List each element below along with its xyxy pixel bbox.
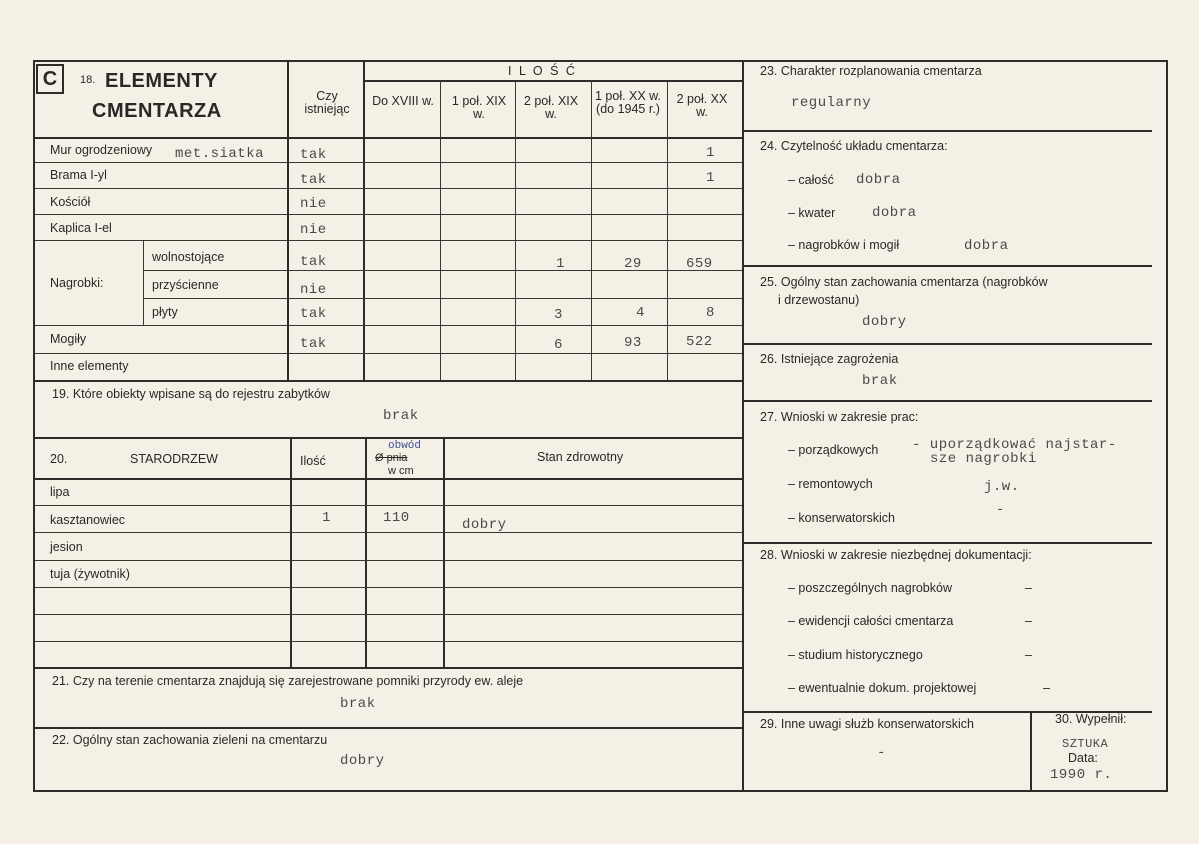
sec25-label-1: 25. Ogólny stan zachowania cmentarza (nagrobków [760,275,1048,289]
cell-2pol20-plyty: 8 [706,305,715,321]
row-label-wolnostojace: wolnostojące [152,250,225,264]
sec28-item-3-value: – [1025,648,1032,662]
sec30-date: 1990 r. [1050,767,1113,783]
sec30-name: SZTUKA [1062,737,1109,751]
row-label-mur: Mur ogrodzeniowy [50,143,153,157]
grid-line [35,532,742,533]
sec30-label: 30. Wypełnił: [1055,712,1127,726]
sec21-value: brak [340,696,376,712]
sec25-label-2: i drzewostanu) [778,293,860,307]
sec27-porz-value-2: sze nagrobki [930,451,1037,467]
grid-line [143,240,144,325]
grid-line [35,727,742,729]
grid-line [742,130,1152,132]
sec18-number: 18. [80,74,96,86]
cell-2pol19-plyty: 3 [554,307,563,323]
kasztan-obwod: 110 [383,510,410,526]
sec24-calosc-label: – całość [788,173,834,187]
cell-czy-plyty: tak [300,306,327,322]
sec28-label: 28. Wnioski w zakresie niezbędnej dokumentacji: [760,548,1032,562]
sec25-value: dobry [862,314,907,330]
grid-line [742,343,1152,345]
row-label-mogily: Mogiły [50,332,87,346]
cell-czy-kaplica: nie [300,222,327,238]
grid-line [35,478,742,480]
grid-line [35,240,742,241]
grid-line [515,80,516,380]
tree-lipa: lipa [50,485,70,499]
sec28-item-1-value: – [1025,581,1032,595]
tree-kasztanowiec: kasztanowiec [50,513,126,527]
col-header-1pol-xx: 1 poł. XX w. (do 1945 r.) [594,89,661,116]
sec22-label: 22. Ogólny stan zachowania zieleni na cmentarzu [52,733,328,747]
kasztan-ilosc: 1 [322,510,331,526]
grid-line [742,265,1152,267]
grid-line [35,325,742,326]
sec24-kwater-label: – kwater [788,206,836,220]
sec28-item-4-value: – [1043,681,1050,695]
sec28-item-4-label: – ewentualnie dokum. projektowej [788,681,977,695]
sec22-value: dobry [340,753,385,769]
kasztan-stan: dobry [462,517,507,533]
grid-line [365,437,367,667]
grid-line [35,353,742,354]
grid-line [35,137,742,139]
grid-line [667,80,668,380]
col-header-ilosc: I L O Ś Ć [508,64,577,78]
sec24-calosc-value: dobra [856,172,901,188]
cell-2pol19-mogily: 6 [554,337,563,353]
sec29-label: 29. Inne uwagi służb konserwatorskich [760,717,975,731]
grid-line [35,641,742,642]
cell-2pol20-mogily: 522 [686,334,713,350]
sec27-kons-value: - [996,502,1005,518]
sec29-value: - [877,745,886,761]
sec20-col-cm: w cm [388,465,414,477]
cell-1pol20-plyty: 4 [636,305,645,321]
grid-line [143,270,742,271]
sec27-kons-label: – konserwatorskich [788,511,895,525]
sec28-item-2-label: – ewidencji całości cmentarza [788,614,954,628]
grid-line [363,80,743,82]
cell-1pol20-wolnostojace: 29 [624,256,642,272]
sec21-label: 21. Czy na terenie cmentarza znajdują się zarejestrowane pomniki przyrody ew. aleje [52,674,524,688]
cell-2pol20-mur: 1 [706,145,715,161]
sec26-value: brak [862,373,898,389]
sec27-porz-label: – porządkowych [788,443,879,457]
grid-line [591,80,592,380]
grid-line [35,587,742,588]
grid-line [1030,711,1032,791]
grid-line [143,298,742,299]
row-label-brama: Brama I-yl [50,168,107,182]
grid-line [35,560,742,561]
sec26-label: 26. Istniejące zagrożenia [760,352,899,366]
cell-czy-wolnostojace: tak [300,254,327,270]
cell-2pol20-wolnostojace: 659 [686,256,713,272]
sec24-kwater-value: dobra [872,205,917,221]
col-header-do-xviii: Do XVIII w. [372,94,434,108]
row-label-kaplica: Kaplica I-el [50,221,112,235]
grid-line [363,62,365,380]
cell-czy-mogily: tak [300,336,327,352]
grid-line [742,542,1152,544]
cell-czy-przyscienne: nie [300,282,327,298]
grid-line [35,505,742,506]
sec23-label: 23. Charakter rozplanowania cmentarza [760,64,982,78]
sec28-item-1-label: – poszczególnych nagrobków [788,581,952,595]
cell-czy-kosciol: nie [300,196,327,212]
tree-tuja: tuja (żywotnik) [50,567,130,581]
cell-2pol19-wolnostojace: 1 [556,256,565,272]
sec20-title: STARODRZEW [130,452,218,466]
sec18-title-1: ELEMENTY [105,70,218,92]
sec20-number: 20. [50,452,68,466]
row-label-plyty: płyty [152,305,178,319]
sec30-data-label: Data: [1068,751,1098,765]
cell-2pol20-brama: 1 [706,170,715,186]
sec20-col-ilosc: Ilość [300,454,326,468]
sec24-nagrobkow-value: dobra [964,238,1009,254]
grid-line [35,614,742,615]
sec24-nagrobkow-label: – nagrobków i mogił [788,238,900,252]
grid-line [35,437,742,439]
sec18-title-2: CMENTARZA [92,100,222,122]
grid-line [35,214,742,215]
cell-czy-mur: tak [300,147,327,163]
tree-jesion: jesion [50,540,83,554]
section-letter-box: C [36,64,64,94]
grid-line [35,667,742,669]
sec27-rem-value: j.w. [984,479,1020,495]
sec24-label: 24. Czytelność układu cmentarza: [760,139,948,153]
row-label-inne: Inne elementy [50,359,129,373]
sec20-col-stan: Stan zdrowotny [537,450,624,464]
row-note-mur: met.siatka [175,146,265,162]
row-label-przyscienne: przyścienne [152,278,219,292]
grid-line [742,400,1152,402]
col-header-2pol-xx: 2 poł. XX w. [676,92,728,119]
grid-line [440,80,441,380]
cell-czy-brama: tak [300,172,327,188]
row-label-nagrobki: Nagrobki: [50,276,104,290]
sec20-col-pnia: Ø pnia [375,452,408,464]
row-label-kosciol: Kościół [50,195,91,209]
cell-1pol20-mogily: 93 [624,335,642,351]
col-header-1pol-xix: 1 poł. XIX w. [451,94,507,121]
sec27-rem-label: – remontowych [788,477,873,491]
grid-line [287,62,289,380]
sec27-label: 27. Wnioski w zakresie prac: [760,410,919,424]
sec19-label: 19. Które obiekty wpisane są do rejestru zabytków [52,387,330,401]
sec19-value: brak [383,408,419,424]
col-header-czy: Czy istniejąc [304,89,350,116]
sec23-value: regularny [791,95,872,111]
grid-line [443,437,445,667]
sec28-item-3-label: – studium historycznego [788,648,923,662]
col-header-2pol-xix: 2 poł. XIX w. [523,94,579,121]
grid-line [35,162,742,163]
sec20-col-obwod-handwritten: obwód [388,440,422,452]
grid-line-main-divider [742,60,744,792]
grid-line [35,380,742,382]
sec27-porz-value-1: - uporządkować najstar- [912,437,1117,453]
sec28-item-2-value: – [1025,614,1032,628]
grid-line [290,437,292,667]
grid-line [35,188,742,189]
